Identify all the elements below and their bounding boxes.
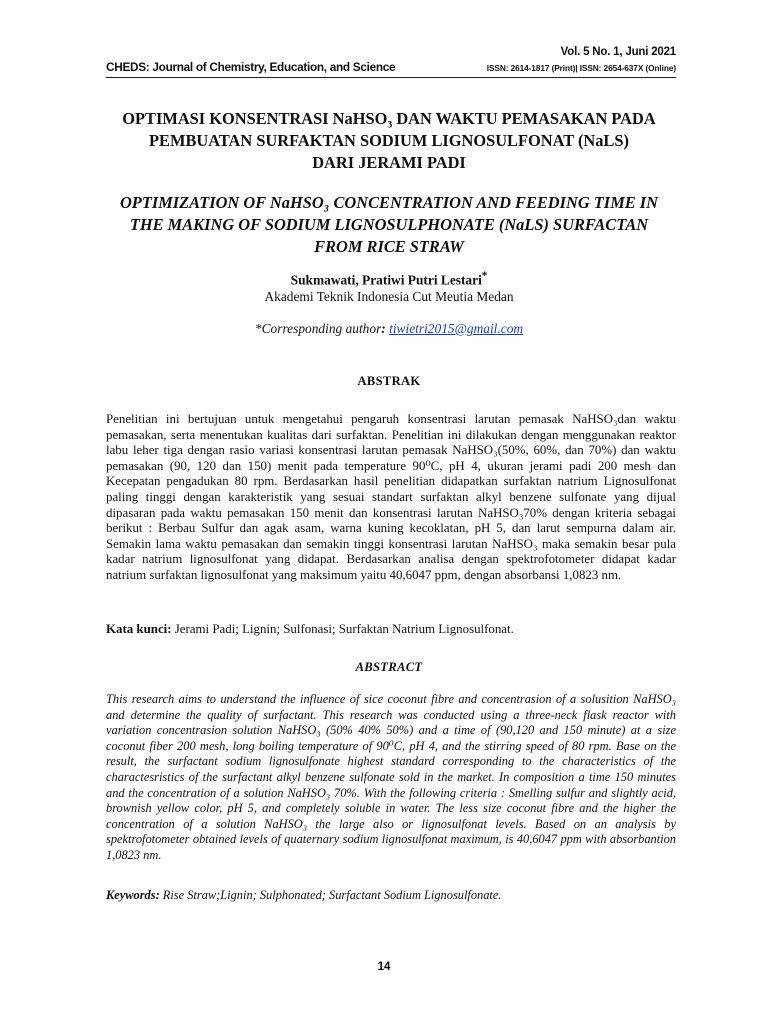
title-id-line: PEMBUATAN SURFAKTAN SODIUM LIGNOSULFONAT (NaLS) (149, 131, 629, 150)
title-indonesian (100, 108, 678, 174)
title-id-line: OPTIMASI KONSENTRASI NaHSO₃ DAN WAKTU PEMASAKAN PADA (122, 109, 656, 128)
header-rule (106, 77, 676, 78)
abstract-heading: ABSTRACT (355, 660, 423, 674)
corresponding-mark: * (481, 270, 488, 282)
title-en-line: THE MAKING OF SODIUM LIGNOSULPHONATE (NaLS) SURFACTAN (129, 215, 649, 234)
abstract-paragraph: This research aims to understand the influence of sice coconut fibre and concentrasion of a solusition NaHSO₃ and determine the quality of surfactant. This research was conducted using a three-neck flask reactor with variation concentrasion solution NaHSO₃ (50% 40% 50%) and a time of (90,120 and 150 minute) at a size coconut fiber 200 mesh, long boiling temperature of 90⁰C, pH 4, and the stirring speed of 80 rpm. Base on the result, the surfactant sodium lignosulfonate highest standard corresponding to the characteristics of the charactesristics of the surfactant alkyl benzene sulfonate sold in the market. In composition a time 150 minutes and the concentration of a solution NaHSO₃ 70%. With the following criteria : Smelling sulfur and slightly acid, brownish yellow color, pH 5, and completely soluble in water. The less size coconut fibre and the higher the concentration of a solution NaHSO₃ the large also or lignosulfonat levels. Based on an analysis by spektrofotometer obtained levels of quaternary sodium lignosulfonat maximum, is 40,6047 ppm with absorbantion 1,0823 nm. (106, 692, 676, 862)
kata-kunci-value: Jerami Padi; Lignin; Sulfonasi; Surfaktan Natrium Lignosulfonat. (171, 622, 514, 636)
journal-name: CHEDS: Journal of Chemistry, Education, and Science (106, 60, 396, 74)
kata-kunci-label: Kata kunci: (106, 622, 172, 636)
page-number: 14 (377, 961, 391, 973)
journal-header (106, 46, 676, 86)
title-en-line: OPTIMIZATION OF NaHSO₃ CONCENTRATION AND FEEDING TIME IN (119, 193, 659, 212)
corresponding-label: *Corresponding author (254, 321, 382, 336)
issn-info: ISSN: 2614-1817 (Print)| ISSN: 2654-637X (Online) (486, 63, 676, 73)
volume-info: Vol. 5 No. 1, Juni 2021 (560, 46, 676, 58)
author-affiliation: Akademi Teknik Indonesia Cut Meutia Medan (264, 289, 514, 304)
keywords (106, 888, 676, 903)
header-right (487, 46, 676, 73)
keywords-value: Rise Straw;Lignin; Sulphonated; Surfactant Sodium Lignosulfonate. (159, 888, 502, 902)
corresponding-email-link[interactable]: tiwietri2015@gmail.com (389, 321, 524, 336)
title-english (100, 192, 678, 258)
title-id-line: DARI JERAMI PADI (312, 153, 466, 172)
keywords-label: Keywords: (106, 888, 160, 902)
abstrak-heading: ABSTRAK (357, 374, 421, 388)
author-names (100, 270, 678, 288)
corresponding-author (100, 321, 678, 337)
abstrak-paragraph: Penelitian ini bertujuan untuk mengetahui pengaruh konsentrasi larutan pemasak NaHSO₃dan waktu pemasakan, serta menentukan kualitas dari surfaktan. Penelitian ini dilakukan dengan menggunakan reaktor labu leher tiga dengan rasio variasi konsentrasi larutan pemasak NaHSO₃(50%, 60%, dan 70%) dan waktu pemasakan (90, 120 dan 150) menit pada temperature 90⁰C, pH 4, ukuran jerami padi 200 mesh dan Kecepatan pengadukan 80 rpm. Berdasarkan hasil penelitian didapatkan surfaktan natrium Lignosulfonat paling tinggi dengan karakteristik yang sesuai standart surfaktan alkyl benzene sulfonate yang dijual dipasaran pada waktu pemasakan 150 menit dan konsentrasi larutan NaHSO₃70% dengan kriteria sebagai berikut : Berbau Sulfur dan agak asam, warna kuning kecoklatan, pH 5, dan larut sempurna dalam air. Semakin lama waktu pemasakan dan semakin tinggi konsentrasi larutan NaHSO₃ maka semakin besar pula kadar natrium lignosulfonat yang didapat. Berdasarkan analisa dengan spektrofotometer didapat kadar natrium surfaktan lignosulfonat yang maksimum yaitu 40,6047 ppm, dengan absorbansi 1,0823 nm. (106, 412, 676, 582)
corresponding-colon: : (381, 321, 386, 336)
author-list: Sukmawati, Pratiwi Putri Lestari (290, 272, 482, 288)
kata-kunci (106, 622, 676, 637)
title-en-line: FROM RICE STRAW (314, 237, 464, 256)
